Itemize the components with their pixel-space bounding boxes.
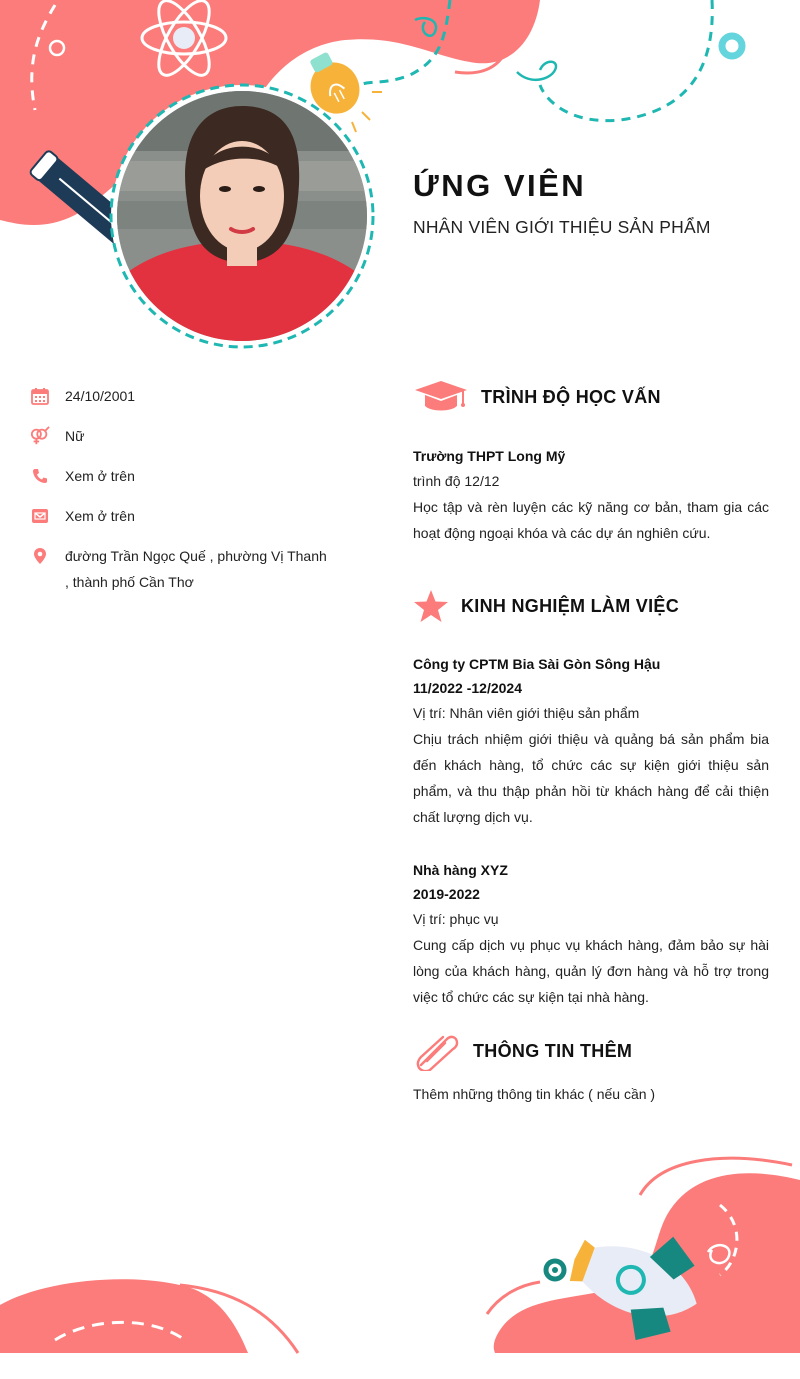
extra-info-header	[413, 1031, 769, 1071]
contact-info	[30, 385, 330, 611]
extra-info-section	[413, 1031, 769, 1107]
job-position: Vị trí: phục vụ	[413, 911, 499, 927]
graduation-cap-icon	[413, 380, 469, 414]
experience-title: KINH NGHIỆM LÀM VIỆC	[461, 595, 680, 616]
job-company: Nhà hàng XYZ	[413, 862, 508, 878]
extra-info-title: THÔNG TIN THÊM	[473, 1040, 633, 1061]
contact-gender	[30, 425, 330, 449]
teal-dashed-curve-right	[540, 0, 712, 121]
experience-section	[413, 586, 769, 1010]
email-icon	[30, 505, 50, 527]
contact-phone	[30, 465, 330, 489]
job-description: Cung cấp dịch vụ phục vụ khách hàng, đảm bảo sự hài lòng của khách hàng, quản lý đơn hàng và hỗ trợ trong việc tổ chức các sự kiện tại nhà hàng.	[413, 937, 769, 1005]
job-period: 2019-2022	[413, 886, 480, 902]
education-level: trình độ 12/12	[413, 473, 500, 489]
experience-header	[413, 586, 769, 626]
job-period: 11/2022 -12/2024	[413, 680, 522, 696]
job-position: Vị trí: Nhân viên giới thiệu sản phẩm	[413, 705, 640, 721]
paperclip-icon	[413, 1031, 461, 1071]
contact-email	[30, 505, 330, 529]
star-icon	[413, 589, 449, 623]
contact-birthday	[30, 385, 330, 409]
calendar-icon	[30, 385, 50, 407]
location-icon	[30, 545, 50, 567]
job-item	[413, 858, 769, 1010]
avatar-photo	[117, 91, 367, 341]
education-header	[413, 377, 769, 417]
gender-icon	[30, 425, 50, 447]
candidate-name: ỨNG VIÊN	[413, 168, 587, 203]
gender-text: Nữ	[65, 428, 85, 444]
education-section	[413, 377, 769, 546]
birthday-text: 24/10/2001	[65, 388, 136, 404]
contact-address	[30, 545, 330, 595]
education-school: Trường THPT Long Mỹ	[413, 448, 566, 464]
job-description: Chịu trách nhiệm giới thiệu và quảng bá sản phẩm bia đến khách hàng, tổ chức các sự kiện giới thiệu sản phẩm, và thu thập phản hồi từ khách hàng để cải thiện chất lượng dịch vụ.	[413, 731, 769, 825]
email-text: Xem ở trên	[65, 508, 135, 524]
phone-icon	[30, 465, 50, 487]
education-title: TRÌNH ĐỘ HỌC VẤN	[481, 386, 661, 407]
teal-ring-dot	[722, 36, 742, 56]
job-company: Công ty CPTM Bia Sài Gòn Sông Hậu	[413, 656, 661, 672]
address-text: đường Trần Ngọc Quế , phường Vị Thanh , thành phố Cần Thơ	[65, 548, 327, 590]
extra-info-text: Thêm những thông tin khác ( nếu cần )	[413, 1086, 656, 1102]
job-item	[413, 652, 769, 830]
phone-text: Xem ở trên	[65, 468, 135, 484]
education-description: Học tập và rèn luyện các kỹ năng cơ bản, tham gia các hoạt động ngoại khóa và các dự án nghiên cứu.	[413, 499, 769, 541]
candidate-role: NHÂN VIÊN GIỚI THIỆU SẢN PHẨM	[413, 217, 711, 237]
